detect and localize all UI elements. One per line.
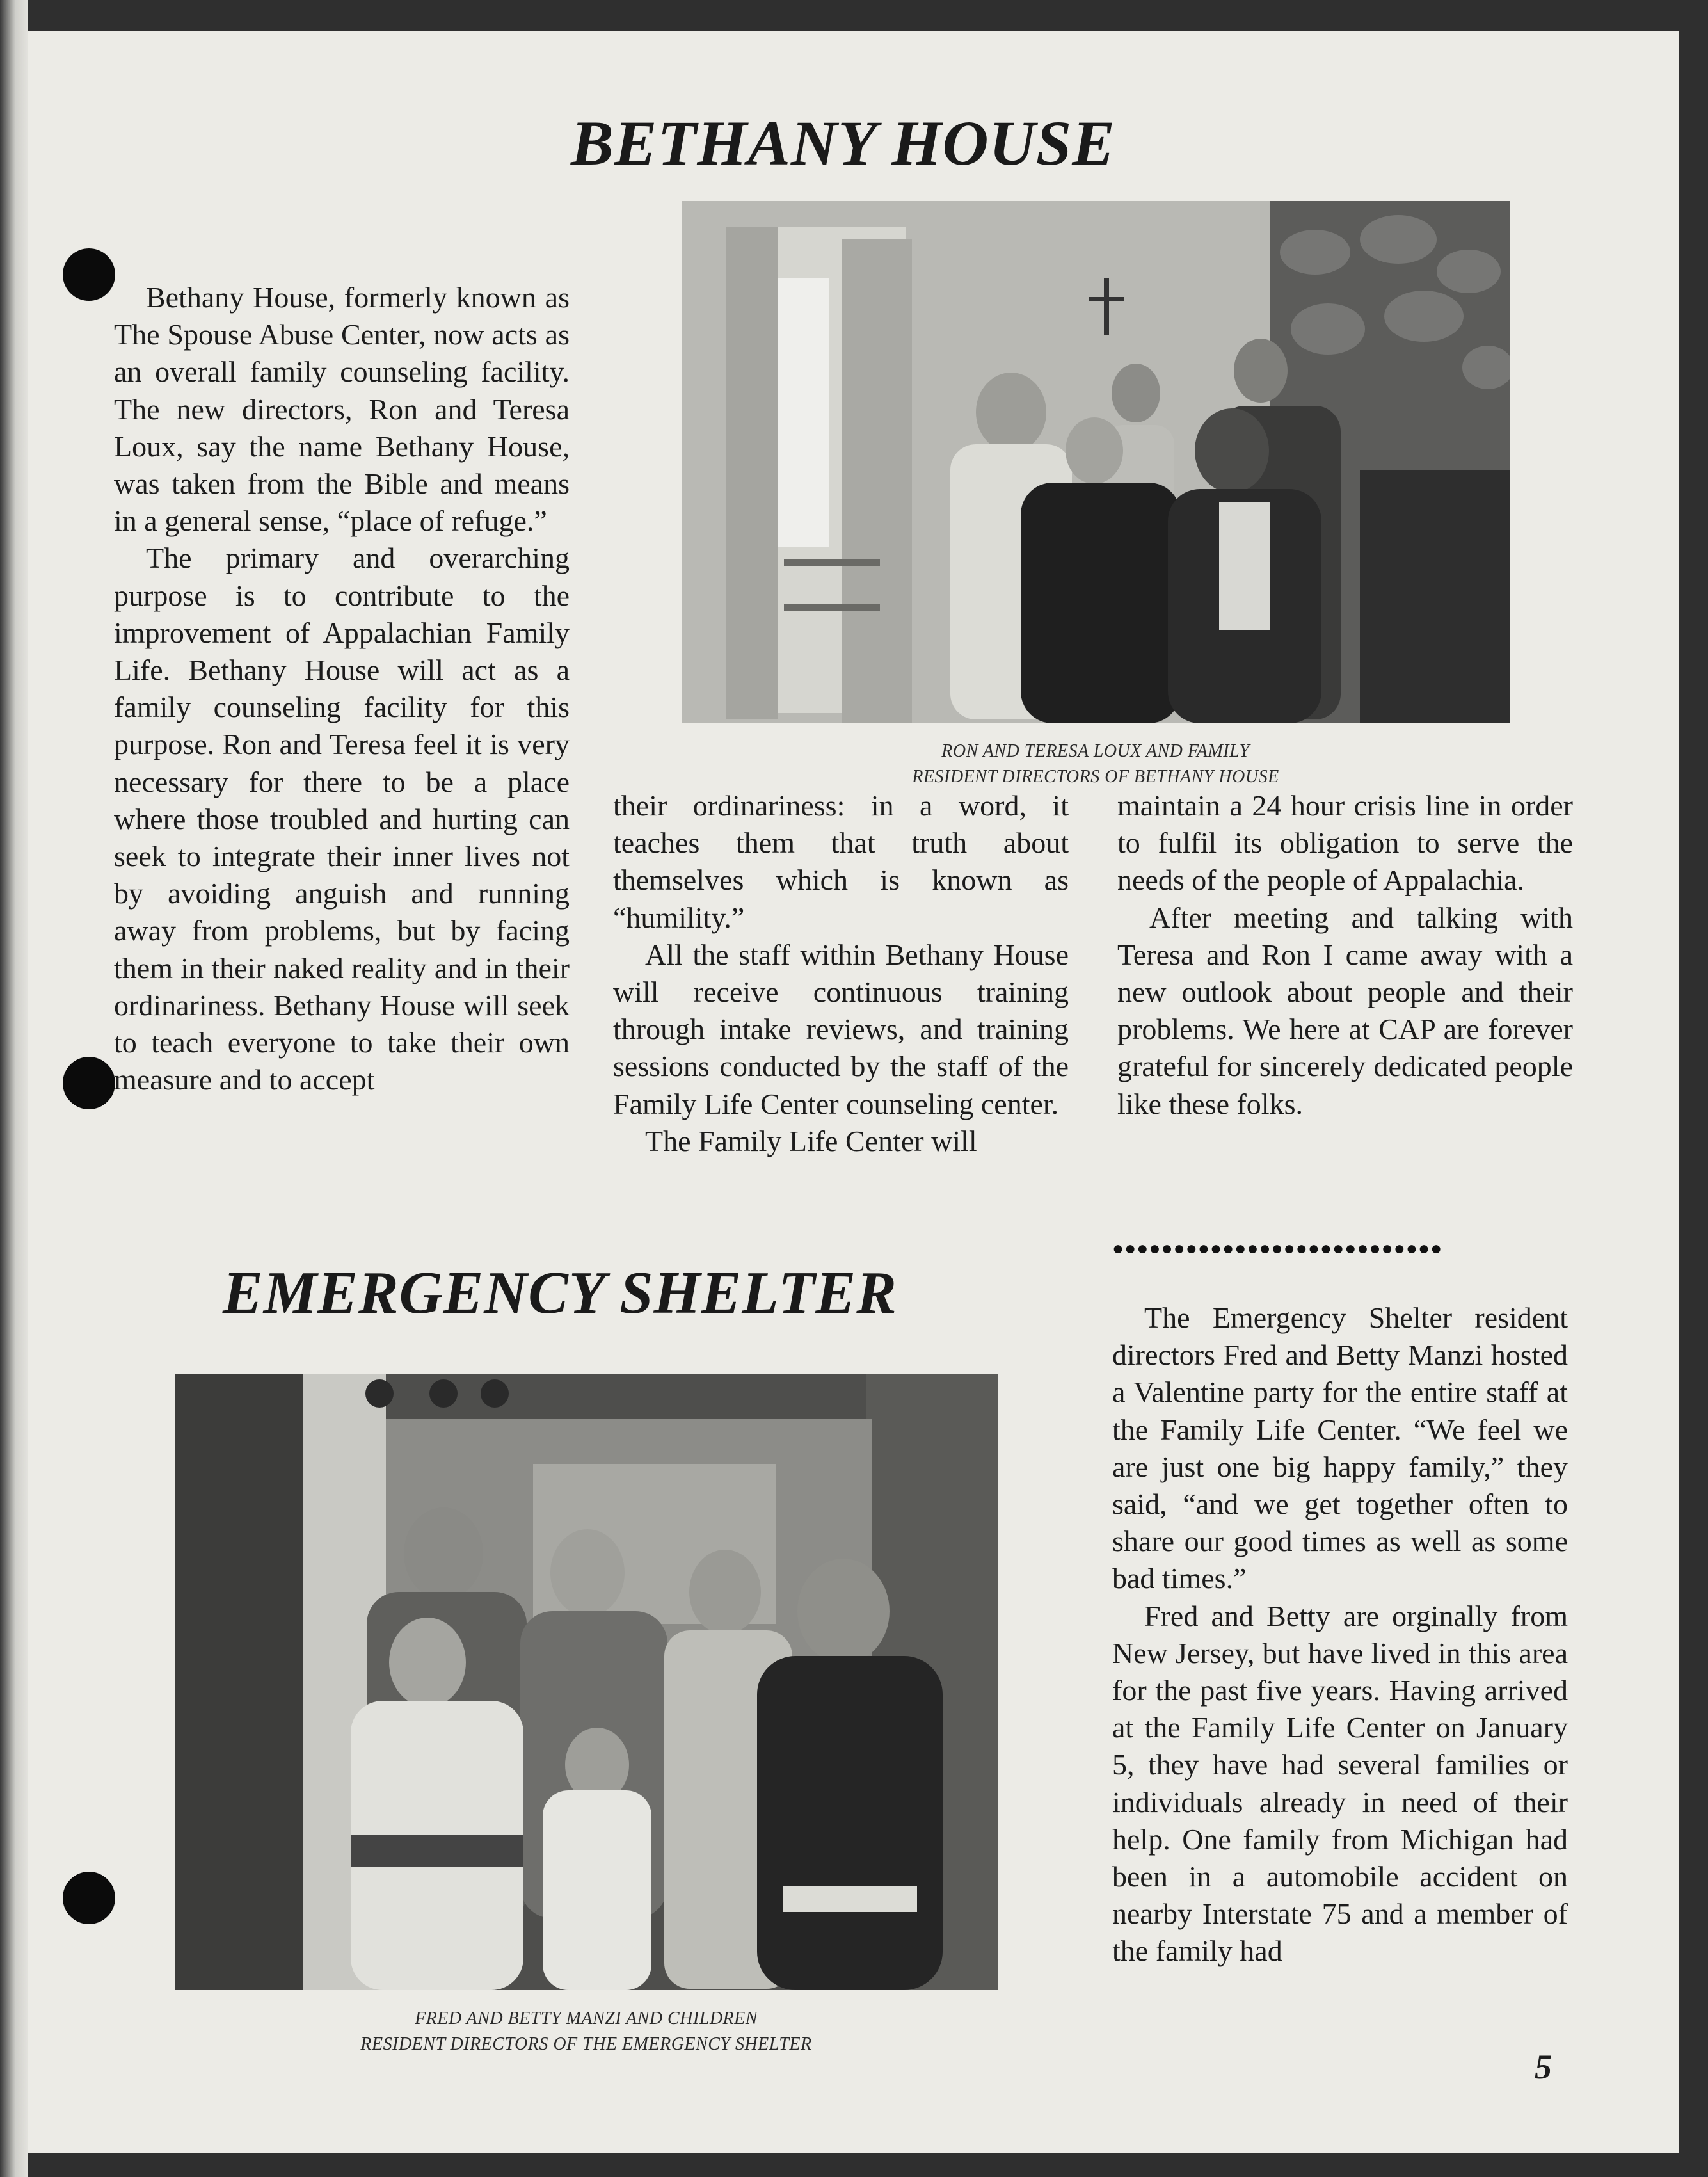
bethany-col2-paragraph: All the staff within Bethany House will receive continuous training through intake reviews, and training sessions conducted by the staff of the Family Life Center counseling center. bbox=[613, 938, 1069, 1120]
bethany-col3-paragraph: After meeting and talking with Teresa and Ron I came away with a new outlook about people and their problems. We here at CAP are forever grateful for sincerely dedicated people like these folks. bbox=[1117, 901, 1573, 1120]
punch-hole-middle bbox=[63, 1057, 115, 1109]
bethany-col2-paragraph: their ordinariness: in a word, it teaches them that truth about themselves which is known as “humility.” bbox=[613, 789, 1069, 934]
emergency-shelter-heading: EMERGENCY SHELTER bbox=[223, 1260, 897, 1326]
bethany-col1-paragraph: The primary and overarching purpose is to contribute to the improvement of Appalachian Family Life. Bethany House will act as a family counseling facility for this purpose. Ron and Teresa feel it is very necessary for there to be a place where those troubled and hurting can seek to integrate their inner lives not by avoiding anguish and running away from problems, but by facing them in their naked reality and in their ordinariness. Bethany House will seek to teach everyone to take their own measure and to accept bbox=[114, 542, 570, 1097]
shelter-column bbox=[1112, 1299, 1568, 1970]
shelter-family-photo bbox=[175, 1374, 998, 1990]
bethany-caption-line-1: RON AND TERESA LOUX AND FAMILY bbox=[941, 741, 1250, 761]
shelter-paragraph: The Emergency Shelter resident directors Fred and Betty Manzi hosted a Valentine party for the entire staff at the Family Life Center. “We feel we are just one big happy family,” they said, “and we get together often to share our good times as well as some bad times.” bbox=[1112, 1301, 1568, 1595]
punch-hole-top bbox=[63, 248, 115, 301]
punch-hole-bottom bbox=[63, 1872, 115, 1924]
bethany-col1-paragraph: Bethany House, formerly known as The Spouse Abuse Center, now acts as an overall family counseling facility. The new directors, Ron and Teresa Loux, say the name Bethany House, was taken from the Bible and means in a general sense, “place of refuge.” bbox=[114, 281, 570, 538]
bethany-column-2 bbox=[613, 787, 1069, 1160]
shelter-caption-line-1: FRED AND BETTY MANZI AND CHILDREN bbox=[415, 2009, 758, 2028]
bethany-col2-paragraph: The Family Life Center will bbox=[645, 1124, 977, 1157]
shelter-caption-line-2: RESIDENT DIRECTORS OF THE EMERGENCY SHELTER bbox=[360, 2034, 812, 2054]
section-divider: ●●●●●●●●●●●●●●●●●●●●●●●●●●● bbox=[1112, 1238, 1443, 1259]
page-number: 5 bbox=[1535, 2048, 1552, 2086]
shelter-paragraph: Fred and Betty are orginally from New Jersey, but have lived in this area for the past five years. Having arrived at the Family Life Center on January 5, they have had several families or individuals already in need of their help. One family from Michigan had been in a automobile accident on nearby Interstate 75 and a member of the family had bbox=[1112, 1599, 1568, 1968]
bethany-photo-caption bbox=[682, 739, 1510, 790]
bethany-caption-line-2: RESIDENT DIRECTORS OF BETHANY HOUSE bbox=[912, 767, 1279, 787]
bethany-family-photo bbox=[682, 201, 1510, 723]
bethany-house-heading: BETHANY HOUSE bbox=[571, 108, 1116, 179]
shelter-photo-caption bbox=[175, 2006, 998, 2057]
binding-edge bbox=[0, 0, 28, 2177]
page bbox=[28, 31, 1679, 2153]
bethany-column-1 bbox=[114, 279, 570, 1098]
bethany-column-3 bbox=[1117, 787, 1573, 1123]
bethany-col3-paragraph: maintain a 24 hour crisis line in order to fulfil its obligation to serve the needs of the people of Appalachia. bbox=[1117, 789, 1573, 897]
